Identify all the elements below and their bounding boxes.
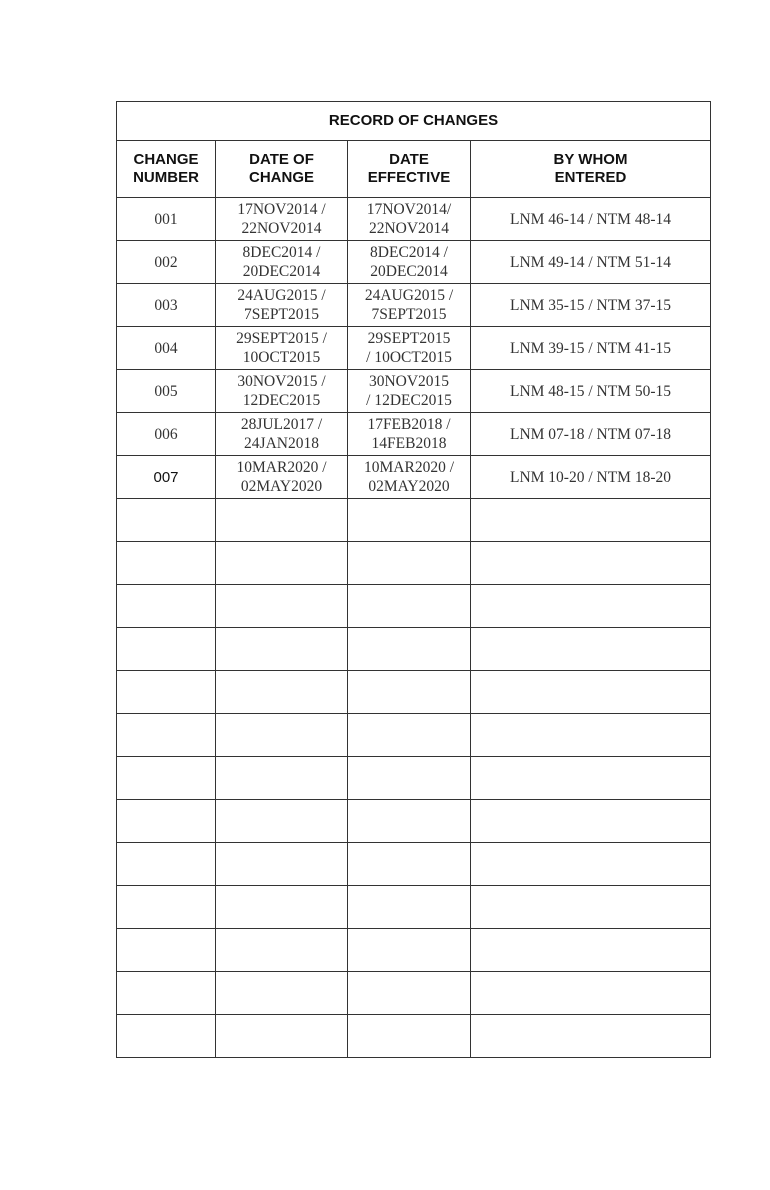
change-number-cell: 003 — [117, 284, 216, 327]
empty-cell — [471, 1015, 711, 1058]
column-header-change-number: CHANGE NUMBER — [117, 141, 216, 198]
date-effective-cell: 29SEPT2015 / 10OCT2015 — [348, 327, 471, 370]
empty-cell — [348, 628, 471, 671]
empty-table-row — [117, 671, 711, 714]
entered-by-cell: LNM 35-15 / NTM 37-15 — [471, 284, 711, 327]
empty-cell — [216, 886, 348, 929]
empty-table-row — [117, 542, 711, 585]
table-body — [117, 198, 711, 1058]
date-effective-cell: 8DEC2014 / 20DEC2014 — [348, 241, 471, 284]
empty-cell — [348, 585, 471, 628]
empty-cell — [216, 972, 348, 1015]
change-number-cell: 005 — [117, 370, 216, 413]
empty-table-row — [117, 843, 711, 886]
table-row — [117, 241, 711, 284]
empty-cell — [471, 714, 711, 757]
empty-cell — [117, 1015, 216, 1058]
date-of-change-cell: 29SEPT2015 / 10OCT2015 — [216, 327, 348, 370]
empty-cell — [471, 585, 711, 628]
empty-cell — [348, 714, 471, 757]
date-effective-cell: 17NOV2014/ 22NOV2014 — [348, 198, 471, 241]
empty-cell — [216, 628, 348, 671]
empty-table-row — [117, 800, 711, 843]
empty-cell — [117, 714, 216, 757]
empty-cell — [471, 843, 711, 886]
empty-cell — [117, 972, 216, 1015]
empty-cell — [117, 886, 216, 929]
empty-table-row — [117, 757, 711, 800]
empty-cell — [216, 757, 348, 800]
empty-cell — [348, 1015, 471, 1058]
empty-table-row — [117, 972, 711, 1015]
empty-table-row — [117, 886, 711, 929]
empty-cell — [471, 800, 711, 843]
empty-cell — [117, 628, 216, 671]
empty-cell — [216, 542, 348, 585]
empty-cell — [216, 843, 348, 886]
change-number-cell: 001 — [117, 198, 216, 241]
empty-cell — [348, 800, 471, 843]
change-number-cell: 002 — [117, 241, 216, 284]
empty-cell — [117, 671, 216, 714]
table-row — [117, 370, 711, 413]
date-effective-cell: 30NOV2015 / 12DEC2015 — [348, 370, 471, 413]
entered-by-cell: LNM 48-15 / NTM 50-15 — [471, 370, 711, 413]
empty-table-row — [117, 1015, 711, 1058]
empty-cell — [216, 499, 348, 542]
date-of-change-cell: 17NOV2014 / 22NOV2014 — [216, 198, 348, 241]
empty-cell — [471, 628, 711, 671]
empty-cell — [348, 671, 471, 714]
empty-cell — [471, 499, 711, 542]
empty-cell — [471, 671, 711, 714]
empty-table-row — [117, 714, 711, 757]
empty-cell — [117, 542, 216, 585]
change-number-cell: 007 — [117, 456, 216, 499]
date-of-change-cell: 8DEC2014 / 20DEC2014 — [216, 241, 348, 284]
empty-cell — [348, 757, 471, 800]
date-effective-cell: 17FEB2018 / 14FEB2018 — [348, 413, 471, 456]
empty-cell — [348, 972, 471, 1015]
entered-by-cell: LNM 46-14 / NTM 48-14 — [471, 198, 711, 241]
empty-cell — [216, 929, 348, 972]
table-title: RECORD OF CHANGES — [117, 102, 711, 141]
empty-cell — [117, 499, 216, 542]
empty-cell — [216, 800, 348, 843]
column-header-row — [117, 141, 711, 198]
entered-by-cell: LNM 49-14 / NTM 51-14 — [471, 241, 711, 284]
table-row — [117, 456, 711, 499]
date-effective-cell: 10MAR2020 / 02MAY2020 — [348, 456, 471, 499]
change-number-cell: 006 — [117, 413, 216, 456]
empty-cell — [117, 757, 216, 800]
empty-cell — [471, 886, 711, 929]
empty-cell — [216, 671, 348, 714]
empty-table-row — [117, 499, 711, 542]
empty-cell — [216, 714, 348, 757]
empty-cell — [117, 800, 216, 843]
empty-cell — [348, 542, 471, 585]
table-row — [117, 327, 711, 370]
empty-table-row — [117, 929, 711, 972]
entered-by-cell: LNM 10-20 / NTM 18-20 — [471, 456, 711, 499]
table-row — [117, 198, 711, 241]
column-header-by-whom-entered: BY WHOM ENTERED — [471, 141, 711, 198]
empty-cell — [117, 585, 216, 628]
empty-cell — [471, 929, 711, 972]
table-title-row — [117, 102, 711, 141]
empty-cell — [117, 929, 216, 972]
empty-cell — [117, 843, 216, 886]
change-number-cell: 004 — [117, 327, 216, 370]
date-of-change-cell: 10MAR2020 / 02MAY2020 — [216, 456, 348, 499]
empty-cell — [348, 499, 471, 542]
record-of-changes-table — [116, 101, 711, 1058]
empty-cell — [348, 886, 471, 929]
empty-cell — [348, 929, 471, 972]
entered-by-cell: LNM 39-15 / NTM 41-15 — [471, 327, 711, 370]
empty-cell — [216, 1015, 348, 1058]
empty-cell — [216, 585, 348, 628]
column-header-date-effective: DATE EFFECTIVE — [348, 141, 471, 198]
table-row — [117, 284, 711, 327]
date-of-change-cell: 24AUG2015 / 7SEPT2015 — [216, 284, 348, 327]
empty-cell — [348, 843, 471, 886]
empty-cell — [471, 972, 711, 1015]
empty-table-row — [117, 585, 711, 628]
date-of-change-cell: 30NOV2015 / 12DEC2015 — [216, 370, 348, 413]
date-of-change-cell: 28JUL2017 / 24JAN2018 — [216, 413, 348, 456]
table-row — [117, 413, 711, 456]
entered-by-cell: LNM 07-18 / NTM 07-18 — [471, 413, 711, 456]
empty-table-row — [117, 628, 711, 671]
empty-cell — [471, 757, 711, 800]
column-header-date-of-change: DATE OF CHANGE — [216, 141, 348, 198]
empty-cell — [471, 542, 711, 585]
date-effective-cell: 24AUG2015 / 7SEPT2015 — [348, 284, 471, 327]
